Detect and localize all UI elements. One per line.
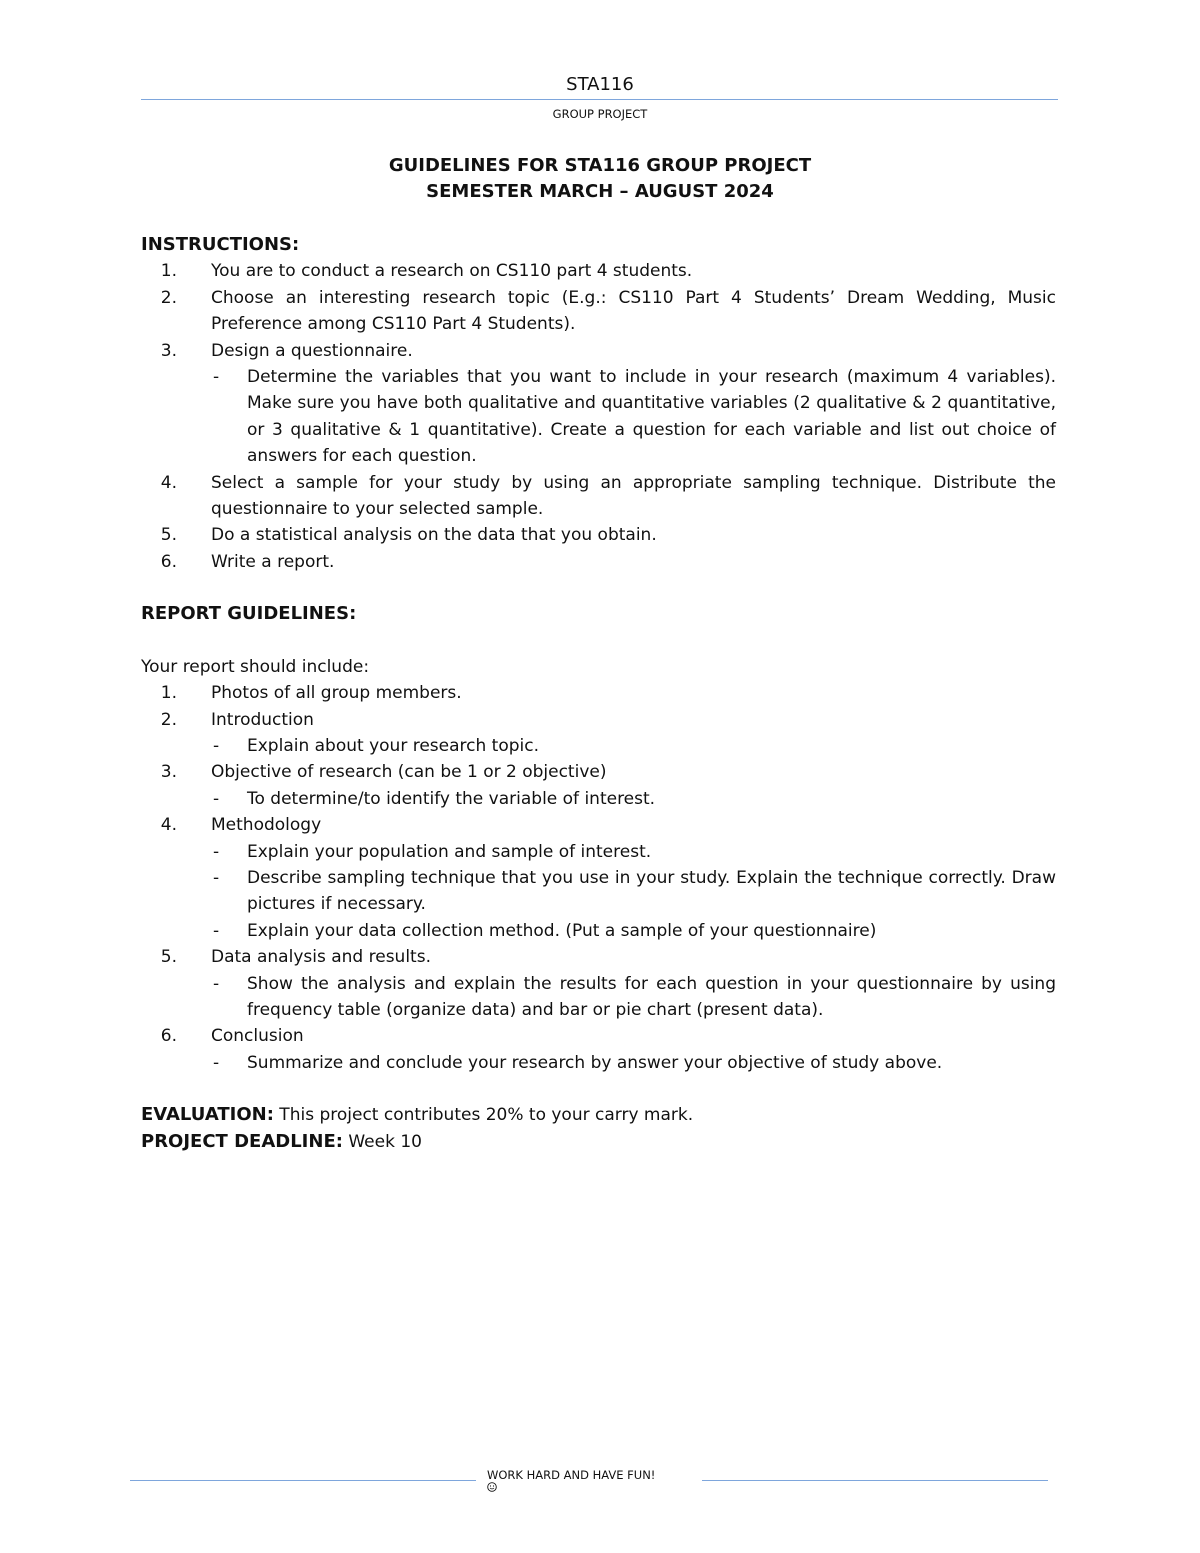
- list-item: [141, 759, 1056, 785]
- sub-list-item-text: To determine/to identify the variable of interest.: [247, 788, 656, 809]
- dash-bullet: -: [213, 973, 220, 994]
- list-item-number: 3.: [160, 340, 177, 361]
- list-item-text: Design a questionnaire.: [211, 340, 413, 361]
- list-item: [141, 707, 1056, 733]
- list-item-text: Choose an interesting research topic (E.g.: CS110 Part 4 Students’ Dream Wedding, Music Preference among CS110 Part 4 Students).: [211, 287, 1056, 335]
- list-item-number: 2.: [160, 709, 177, 730]
- evaluation-text: This project contributes 20% to your carry mark.: [273, 1105, 694, 1126]
- sub-list-item: [141, 865, 1056, 918]
- list-item-text: You are to conduct a research on CS110 part 4 students.: [211, 261, 693, 282]
- sub-list-item-text: Determine the variables that you want to include in your research (maximum 4 variables). Make sure you have both qualitative and quantitative variables (2 qualitative & 2 quantitative, or 3 qualitative & 1 quantitative). Create a question for each variable and list out choice of answers for each question.: [247, 367, 1056, 467]
- list-item-number: 6.: [160, 1026, 177, 1047]
- sub-list-item: [141, 364, 1056, 470]
- list-item-text: Write a report.: [211, 551, 335, 572]
- list-item: [141, 812, 1056, 838]
- sub-list-item: [141, 839, 1056, 865]
- list-item-text: Conclusion: [211, 1026, 304, 1047]
- report-guidelines-heading: REPORT GUIDELINES:: [141, 603, 357, 625]
- report-guidelines-list: [141, 680, 1056, 1076]
- document-title: [0, 153, 1200, 205]
- instructions-heading: INSTRUCTIONS:: [141, 234, 300, 255]
- dash-bullet: -: [213, 367, 220, 388]
- smiley-icon: [487, 1482, 497, 1492]
- list-item-number: 2.: [160, 287, 177, 308]
- list-item-number: 5.: [160, 947, 177, 968]
- list-item-text: Do a statistical analysis on the data that you obtain.: [211, 525, 657, 546]
- sub-list-item: [141, 1050, 1056, 1076]
- header-course-code: STA116: [566, 74, 634, 95]
- list-item: [141, 338, 1056, 364]
- list-item-number: 5.: [160, 525, 177, 546]
- list-item-text: Photos of all group members.: [211, 683, 462, 704]
- list-item-number: 4.: [160, 472, 177, 493]
- sub-list-item-text: Summarize and conclude your research by answer your objective of study above.: [247, 1052, 943, 1073]
- deadline-label: PROJECT DEADLINE:: [141, 1130, 343, 1152]
- list-item-number: 1.: [160, 261, 177, 282]
- dash-bullet: -: [213, 841, 220, 862]
- list-item: [141, 680, 1056, 706]
- sub-list-item-text: Describe sampling technique that you use in your study. Explain the technique correctly. Draw pictures if necessary.: [247, 867, 1056, 915]
- instructions-list: [141, 258, 1056, 575]
- sub-list-item-text: Explain your population and sample of interest.: [247, 841, 652, 862]
- dash-bullet: -: [213, 735, 220, 756]
- list-item: [141, 470, 1056, 523]
- title-line-2: SEMESTER MARCH – AUGUST 2024: [426, 181, 774, 202]
- sub-list-item: [141, 971, 1056, 1024]
- dash-bullet: -: [213, 1052, 220, 1073]
- list-item: [141, 522, 1056, 548]
- footer-divider-left: [130, 1480, 476, 1481]
- sub-list-item: [141, 733, 1056, 759]
- header-divider: [141, 99, 1058, 100]
- evaluation-label: EVALUATION:: [141, 1104, 274, 1126]
- dash-bullet: -: [213, 920, 220, 941]
- list-item: [141, 1023, 1056, 1049]
- sub-list-item: [141, 786, 1056, 812]
- list-item-text: Data analysis and results.: [211, 947, 431, 968]
- document-body: [141, 232, 1056, 1155]
- sub-list-item-text: Show the analysis and explain the results for each question in your questionnaire by using frequency table (organize data) and bar or pie chart (present data).: [247, 973, 1056, 1020]
- list-item-text: Introduction: [211, 709, 314, 730]
- list-item-number: 3.: [160, 762, 177, 783]
- list-item-text: Methodology: [211, 815, 322, 836]
- footer-text: WORK HARD AND HAVE FUN!: [487, 1468, 656, 1482]
- list-item-number: 6.: [160, 551, 177, 572]
- list-item: [141, 944, 1056, 970]
- dash-bullet: -: [213, 867, 220, 888]
- list-item-number: 1.: [160, 683, 177, 704]
- report-intro: Your report should include:: [141, 656, 370, 677]
- sub-list-item-text: Explain about your research topic.: [247, 735, 539, 756]
- list-item-number: 4.: [160, 815, 177, 836]
- list-item: [141, 285, 1056, 338]
- evaluation-line: [141, 1102, 1056, 1128]
- deadline-text: Week 10: [342, 1131, 422, 1152]
- deadline-line: [141, 1129, 1056, 1155]
- list-item: [141, 258, 1056, 284]
- list-item-text: Select a sample for your study by using an appropriate sampling technique. Distribute the questionnaire to your selected sample.: [211, 472, 1056, 520]
- dash-bullet: -: [213, 788, 220, 809]
- sub-list-item-text: Explain your data collection method. (Put a sample of your questionnaire): [247, 920, 877, 941]
- header-subtitle: GROUP PROJECT: [552, 107, 648, 121]
- title-line-1: GUIDELINES FOR STA116 GROUP PROJECT: [388, 155, 812, 176]
- footer-divider-right: [702, 1480, 1048, 1481]
- list-item: [141, 549, 1056, 575]
- sub-list-item: [141, 918, 1056, 944]
- list-item-text: Objective of research (can be 1 or 2 objective): [211, 762, 607, 783]
